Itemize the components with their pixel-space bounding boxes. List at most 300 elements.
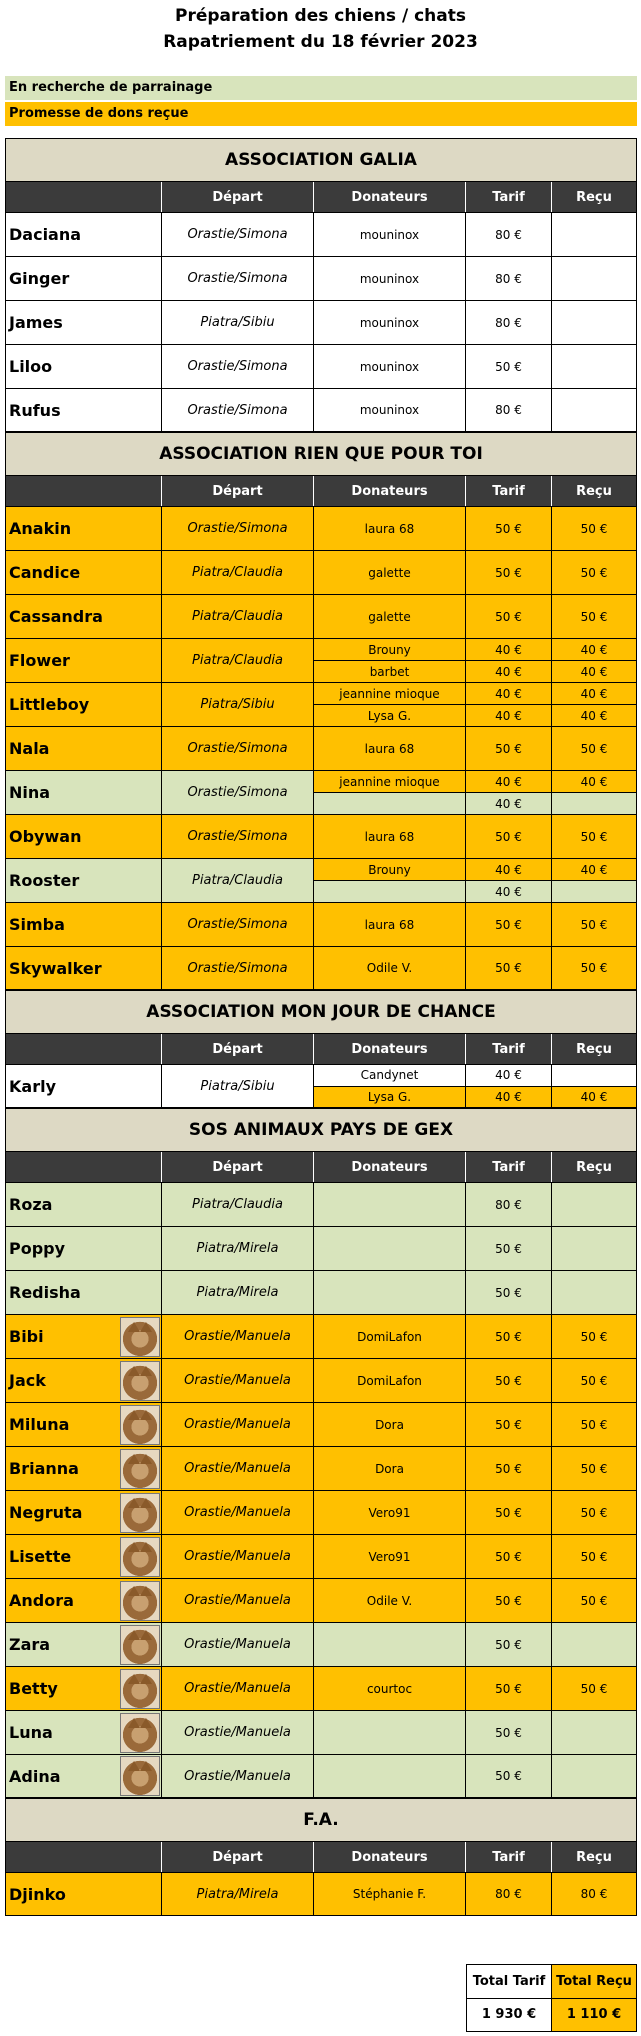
departure-cell: Orastie/Simona	[162, 727, 314, 770]
received-value	[552, 257, 636, 300]
tarif-value: 50 €	[466, 815, 551, 858]
section-title: SOS ANIMAUX PAYS DE GEX	[5, 1108, 637, 1152]
animal-name-text: Adina	[9, 1766, 61, 1786]
donor-value: mouninox	[314, 389, 465, 431]
column-header-row	[5, 182, 637, 212]
tarif-value: 50 €	[466, 1491, 551, 1534]
animal-name	[6, 1227, 162, 1270]
donor-value: Brouny	[314, 859, 465, 880]
animal-name-text: Obywan	[9, 827, 82, 846]
animal-name-text: Djinko	[9, 1884, 66, 1904]
donor-cell	[314, 639, 466, 682]
tarif-value: 50 €	[466, 1579, 551, 1622]
animal-name	[6, 1623, 162, 1666]
tarif-cell	[466, 683, 552, 726]
column-header-row	[5, 476, 637, 506]
received-value: 50 €	[552, 1535, 636, 1578]
tarif-value: 80 €	[466, 389, 551, 431]
column-header-depart: Départ	[162, 1152, 314, 1182]
tarif-value: 40 €	[466, 639, 551, 660]
column-header-donateurs: Donateurs	[314, 1842, 466, 1872]
animal-name	[6, 683, 162, 726]
received-cell	[552, 345, 636, 388]
tarif-value: 50 €	[466, 1667, 551, 1710]
donor-value: mouninox	[314, 257, 465, 300]
departure-cell: Orastie/Simona	[162, 389, 314, 431]
animal-name-text: Andora	[9, 1591, 74, 1610]
animal-row	[5, 550, 637, 594]
departure-cell: Piatra/Claudia	[162, 1183, 314, 1226]
donor-cell	[314, 1579, 466, 1622]
animal-name	[6, 815, 162, 858]
received-value	[552, 1623, 636, 1666]
animal-name	[6, 903, 162, 946]
column-header-row	[5, 1034, 637, 1064]
column-header-depart: Départ	[162, 476, 314, 506]
tarif-cell	[466, 507, 552, 550]
donor-value: galette	[314, 595, 465, 638]
departure-cell: Orastie/Manuela	[162, 1623, 314, 1666]
animal-name-text: Nina	[9, 783, 51, 802]
donor-cell	[314, 771, 466, 814]
tarif-cell	[466, 257, 552, 300]
received-value: 80 €	[552, 1873, 636, 1915]
animal-name	[6, 301, 162, 344]
received-cell	[552, 595, 636, 638]
received-cell	[552, 1711, 636, 1754]
received-cell	[552, 389, 636, 431]
received-cell	[552, 727, 636, 770]
donor-cell	[314, 903, 466, 946]
animal-row	[5, 770, 637, 814]
animal-name-text: Daciana	[9, 225, 82, 244]
donor-value: jeannine mioque	[314, 771, 465, 792]
animal-name	[6, 1183, 162, 1226]
donor-value: laura 68	[314, 727, 465, 770]
animal-name-text: Simba	[9, 915, 65, 934]
cat-photo-icon	[120, 1361, 160, 1401]
section-title: ASSOCIATION GALIA	[5, 138, 637, 182]
cat-photo-icon	[120, 1581, 160, 1621]
departure-cell: Orastie/Manuela	[162, 1755, 314, 1797]
donor-cell	[314, 1447, 466, 1490]
received-value: 40 €	[552, 683, 636, 704]
animal-name	[6, 771, 162, 814]
column-header-row	[5, 1152, 637, 1182]
tarif-cell	[466, 947, 552, 989]
departure-cell: Orastie/Manuela	[162, 1711, 314, 1754]
animal-name-text: Negruta	[9, 1503, 83, 1522]
donor-cell	[314, 727, 466, 770]
tarif-value: 50 €	[466, 1403, 551, 1446]
section-title: ASSOCIATION MON JOUR DE CHANCE	[5, 990, 637, 1034]
animal-name-text: Miluna	[9, 1415, 70, 1434]
donor-value: Vero91	[314, 1491, 465, 1534]
donor-cell	[314, 1271, 466, 1314]
animal-name	[6, 639, 162, 682]
total-recu-value: 1 110 €	[552, 1998, 636, 2032]
animal-name	[6, 595, 162, 638]
donor-cell	[314, 257, 466, 300]
departure-cell: Orastie/Manuela	[162, 1403, 314, 1446]
animal-name-text: Ginger	[9, 269, 70, 288]
page-subtitle: Rapatriement du 18 février 2023	[163, 32, 478, 52]
departure-cell: Piatra/Claudia	[162, 859, 314, 902]
received-cell	[552, 1667, 636, 1710]
departure-cell: Piatra/Mirela	[162, 1227, 314, 1270]
column-header-recu: Reçu	[576, 1849, 612, 1865]
column-header-tarif: Tarif	[466, 1842, 552, 1872]
donor-value: barbet	[314, 660, 465, 682]
animal-name-text: Nala	[9, 739, 50, 758]
received-value: 50 €	[552, 815, 636, 858]
animal-row	[5, 1358, 637, 1402]
tarif-value: 40 €	[466, 771, 551, 792]
received-value: 40 €	[552, 1086, 636, 1108]
departure-cell: Piatra/Claudia	[162, 639, 314, 682]
donor-value: Candynet	[314, 1065, 465, 1086]
animal-row	[5, 1446, 637, 1490]
donor-cell	[314, 1065, 466, 1107]
tarif-cell	[466, 1447, 552, 1490]
tarif-cell	[466, 1065, 552, 1107]
animal-row	[5, 344, 637, 388]
animal-row	[5, 388, 637, 432]
tarif-value: 50 €	[466, 1447, 551, 1490]
column-header-row	[5, 1842, 637, 1872]
donor-cell	[314, 1315, 466, 1358]
received-value: 40 €	[552, 639, 636, 660]
tarif-value: 50 €	[466, 947, 551, 989]
donor-value: Lysa G.	[314, 704, 465, 726]
tarif-cell	[466, 389, 552, 431]
donor-cell	[314, 1183, 466, 1226]
received-cell	[552, 301, 636, 344]
animal-name	[6, 1271, 162, 1314]
tarif-value: 80 €	[466, 213, 551, 256]
donor-cell	[314, 1623, 466, 1666]
received-value: 50 €	[552, 1315, 636, 1358]
departure-cell: Piatra/Mirela	[162, 1873, 314, 1915]
tarif-value: 50 €	[466, 507, 551, 550]
animal-name	[6, 1447, 162, 1490]
animal-name-text: Redisha	[9, 1283, 81, 1302]
received-cell	[552, 859, 636, 902]
received-cell	[552, 507, 636, 550]
departure-cell: Orastie/Manuela	[162, 1535, 314, 1578]
tarif-cell	[466, 727, 552, 770]
received-cell	[552, 903, 636, 946]
departure-cell: Orastie/Manuela	[162, 1359, 314, 1402]
animal-row	[5, 1402, 637, 1446]
received-value	[552, 1227, 636, 1270]
animal-name-text: Poppy	[9, 1239, 66, 1258]
tarif-cell	[466, 1535, 552, 1578]
received-cell	[552, 1873, 636, 1915]
received-value: 40 €	[552, 704, 636, 726]
received-value: 50 €	[552, 1667, 636, 1710]
departure-cell: Orastie/Manuela	[162, 1447, 314, 1490]
donor-value: laura 68	[314, 903, 465, 946]
received-cell	[552, 947, 636, 989]
received-cell	[552, 683, 636, 726]
received-value: 40 €	[552, 660, 636, 682]
animal-name-text: Zara	[9, 1635, 51, 1654]
donor-value: galette	[314, 551, 465, 594]
animal-name-text: Bibi	[9, 1327, 44, 1346]
animal-row	[5, 1064, 637, 1108]
received-value: 40 €	[552, 859, 636, 880]
departure-cell: Orastie/Manuela	[162, 1667, 314, 1710]
animal-name-text: Liloo	[9, 357, 53, 376]
tarif-value: 50 €	[466, 903, 551, 946]
totals-box	[466, 1964, 637, 2032]
animal-row	[5, 212, 637, 256]
animal-row	[5, 1578, 637, 1622]
animal-name-text: Littleboy	[9, 695, 90, 714]
donor-cell	[314, 947, 466, 989]
animal-row	[5, 1872, 637, 1916]
column-header-name	[6, 1152, 162, 1182]
donor-cell	[314, 1755, 466, 1797]
tarif-value: 40 €	[466, 880, 551, 902]
received-cell	[552, 1271, 636, 1314]
column-header-recu: Reçu	[576, 1159, 612, 1175]
animal-name	[6, 551, 162, 594]
departure-cell: Orastie/Simona	[162, 213, 314, 256]
donor-value: Odile V.	[314, 947, 465, 989]
departure-cell: Orastie/Simona	[162, 507, 314, 550]
total-recu-label: Total Reçu	[552, 1965, 636, 1998]
received-cell	[552, 1403, 636, 1446]
animal-name	[6, 213, 162, 256]
animal-row	[5, 1710, 637, 1754]
animal-row	[5, 300, 637, 344]
donor-cell	[314, 1403, 466, 1446]
donor-cell	[314, 859, 466, 902]
animal-row	[5, 814, 637, 858]
cat-photo-icon	[120, 1317, 160, 1357]
donor-cell	[314, 1227, 466, 1270]
tarif-value: 40 €	[466, 683, 551, 704]
animal-row	[5, 1182, 637, 1226]
donor-value: Odile V.	[314, 1579, 465, 1622]
received-cell	[552, 1447, 636, 1490]
departure-cell: Piatra/Sibiu	[162, 683, 314, 726]
departure-cell: Piatra/Claudia	[162, 595, 314, 638]
received-cell	[552, 213, 636, 256]
tarif-cell	[466, 345, 552, 388]
cat-photo-icon	[120, 1625, 160, 1665]
cat-photo-icon	[120, 1756, 160, 1796]
tarif-value: 40 €	[466, 660, 551, 682]
donor-value	[314, 1711, 465, 1754]
animal-name-text: Lisette	[9, 1547, 72, 1566]
received-cell	[552, 1065, 636, 1107]
donor-value	[314, 1623, 465, 1666]
tarif-cell	[466, 815, 552, 858]
column-header-name	[6, 1842, 162, 1872]
legend-sponsorship: En recherche de parrainage	[5, 76, 637, 100]
animal-row	[5, 946, 637, 990]
departure-cell: Orastie/Simona	[162, 815, 314, 858]
received-value	[552, 1711, 636, 1754]
tarif-value: 50 €	[466, 1315, 551, 1358]
tarif-cell	[466, 1579, 552, 1622]
donor-value: jeannine mioque	[314, 683, 465, 704]
received-value: 40 €	[552, 771, 636, 792]
received-value	[552, 1755, 636, 1797]
received-cell	[552, 1535, 636, 1578]
donor-value	[314, 880, 465, 902]
animal-name	[6, 507, 162, 550]
received-value	[552, 389, 636, 431]
animal-name	[6, 1535, 162, 1578]
tarif-value: 50 €	[466, 1535, 551, 1578]
animal-name	[6, 1579, 162, 1622]
received-value	[552, 1271, 636, 1314]
animal-name-text: Rufus	[9, 400, 61, 420]
departure-cell: Orastie/Simona	[162, 947, 314, 989]
animal-row	[5, 1534, 637, 1578]
animal-name-text: Jack	[9, 1371, 46, 1390]
animal-row	[5, 1270, 637, 1314]
received-value	[552, 1183, 636, 1226]
donor-value	[314, 1183, 465, 1226]
donor-cell	[314, 595, 466, 638]
legend-donation-promised: Promesse de dons reçue	[5, 102, 637, 126]
animal-row	[5, 682, 637, 726]
animal-name	[6, 947, 162, 989]
tarif-value: 40 €	[466, 859, 551, 880]
section-title: F.A.	[5, 1798, 637, 1842]
animal-name	[6, 1491, 162, 1534]
donor-value	[314, 1755, 465, 1797]
tarif-cell	[466, 639, 552, 682]
animal-name-text: Flower	[9, 651, 70, 670]
received-value	[552, 213, 636, 256]
donor-value: mouninox	[314, 345, 465, 388]
donor-cell	[314, 815, 466, 858]
tarif-value: 40 €	[466, 792, 551, 814]
tarif-cell	[466, 1271, 552, 1314]
animal-name-text: Anakin	[9, 519, 72, 538]
column-header-donateurs: Donateurs	[314, 1152, 466, 1182]
tarif-value: 50 €	[466, 727, 551, 770]
donor-value: Stéphanie F.	[314, 1873, 465, 1915]
animal-name	[6, 1359, 162, 1402]
donor-value	[314, 792, 465, 814]
animal-name-text: Rooster	[9, 871, 80, 890]
animal-row	[5, 506, 637, 550]
cat-photo-icon	[120, 1405, 160, 1445]
tarif-value: 50 €	[466, 551, 551, 594]
animal-row	[5, 638, 637, 682]
received-value: 50 €	[552, 1579, 636, 1622]
cat-photo-icon	[120, 1493, 160, 1533]
donor-cell	[314, 1535, 466, 1578]
received-cell	[552, 1755, 636, 1797]
departure-cell: Orastie/Manuela	[162, 1491, 314, 1534]
tarif-cell	[466, 551, 552, 594]
received-value	[552, 792, 636, 814]
tarif-cell	[466, 1359, 552, 1402]
animal-name	[6, 389, 162, 431]
column-header-name	[6, 182, 162, 212]
received-value: 50 €	[552, 507, 636, 550]
tarif-value: 80 €	[466, 301, 551, 344]
tarif-value: 50 €	[466, 1623, 551, 1666]
departure-cell: Orastie/Simona	[162, 903, 314, 946]
donor-cell	[314, 1359, 466, 1402]
received-value: 50 €	[552, 1403, 636, 1446]
animal-name	[6, 1065, 162, 1107]
tarif-cell	[466, 595, 552, 638]
tarif-value: 40 €	[466, 1065, 551, 1086]
received-cell	[552, 1183, 636, 1226]
animal-row	[5, 1622, 637, 1666]
tarif-cell	[466, 1755, 552, 1797]
departure-cell: Piatra/Claudia	[162, 551, 314, 594]
tarif-value: 50 €	[466, 595, 551, 638]
cat-photo-icon	[120, 1449, 160, 1489]
page-title: Préparation des chiens / chats	[175, 6, 466, 26]
animal-name	[6, 1315, 162, 1358]
column-header-recu: Reçu	[576, 1041, 612, 1057]
received-value: 50 €	[552, 1491, 636, 1534]
tarif-cell	[466, 1491, 552, 1534]
column-header-tarif: Tarif	[466, 1034, 552, 1064]
animal-name-text: Roza	[9, 1195, 53, 1214]
donor-cell	[314, 683, 466, 726]
donor-value	[314, 1271, 465, 1314]
received-value: 50 €	[552, 903, 636, 946]
donor-value: Vero91	[314, 1535, 465, 1578]
donor-value: DomiLafon	[314, 1359, 465, 1402]
column-header-tarif: Tarif	[466, 476, 552, 506]
donor-cell	[314, 389, 466, 431]
tarif-cell	[466, 1623, 552, 1666]
received-value: 50 €	[552, 727, 636, 770]
column-header-name	[6, 476, 162, 506]
animal-row	[5, 256, 637, 300]
column-header-tarif: Tarif	[466, 1152, 552, 1182]
donor-value: Dora	[314, 1447, 465, 1490]
donor-cell	[314, 1491, 466, 1534]
animal-name-text: Betty	[9, 1679, 58, 1698]
column-header-donateurs: Donateurs	[314, 1034, 466, 1064]
column-header-tarif: Tarif	[466, 182, 552, 212]
column-header-donateurs: Donateurs	[314, 476, 466, 506]
tarif-value: 80 €	[466, 257, 551, 300]
animal-name	[6, 1755, 162, 1797]
animal-row	[5, 1754, 637, 1798]
tarif-value: 80 €	[466, 1183, 551, 1226]
departure-cell: Piatra/Sibiu	[162, 301, 314, 344]
tarif-cell	[466, 1873, 552, 1915]
animal-row	[5, 1226, 637, 1270]
received-cell	[552, 639, 636, 682]
received-cell	[552, 257, 636, 300]
animal-name-text: James	[9, 313, 63, 332]
donor-value: DomiLafon	[314, 1315, 465, 1358]
received-cell	[552, 1623, 636, 1666]
received-value	[552, 880, 636, 902]
animals-table	[5, 138, 637, 1916]
column-header-recu: Reçu	[576, 483, 612, 499]
animal-name	[6, 727, 162, 770]
animal-name	[6, 1711, 162, 1754]
